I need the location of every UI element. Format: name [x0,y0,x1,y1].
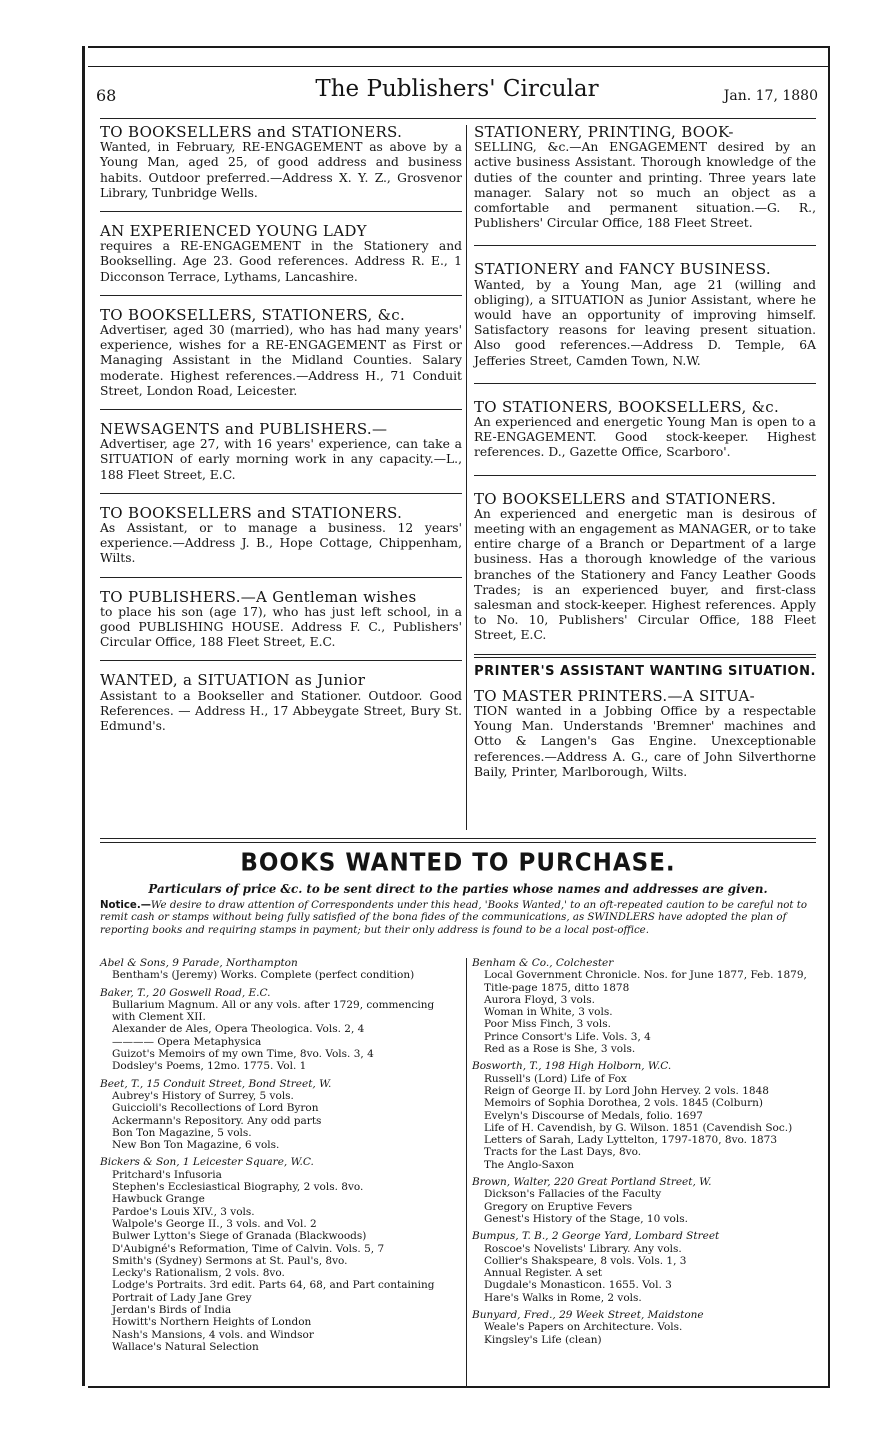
ad-separator [100,660,462,661]
ad-body: Wanted, by a Young Man, age 21 (willing and obliging), a SITUATION as Junior Assistant, where he would have an opportunity of improving himself. Satisfactory reasons for leaving present situation. Also good references.—Address D. Temple, 6A Jefferies Street, Camden Town, N.W. [474,277,816,368]
ad-separator [100,409,462,410]
dealer-name: Benham & Co., Colchester [472,957,614,969]
books-wanted-subtitle: Particulars of price &c. to be sent direct to the parties whose names and addresses are given. [148,882,768,896]
books-wanted-header [100,850,816,896]
section-rule-thin [100,842,816,843]
left-ads-column [100,125,462,734]
column-divider [466,125,467,830]
classified-ad [474,397,816,461]
ad-heading: NEWSAGENTS and PUBLISHERS.— [100,420,388,439]
notice-paragraph [100,900,816,937]
wanted-item: Walpole's George II., 3 vols. and Vol. 2 [112,1217,317,1230]
ad-body: TION wanted in a Jobbing Office by a respectable Young Man. Understands 'Bremner' machines and Otto & Langen's Gas Engine. Unexceptionable references.—Address A. G., care of John Silverthorne Baily, Printer, Marlborough, Wilts. [474,703,816,779]
wanted-item: Aubrey's History of Surrey, 5 vols. [112,1089,294,1102]
wanted-item: Bon Ton Magazine, 5 vols. [112,1126,252,1139]
books-wanted-title: BOOKS WANTED TO PURCHASE. [240,848,676,878]
classified-ad [100,503,462,567]
left-wanted-list [100,957,460,1358]
wanted-item: Wallace's Natural Selection [112,1340,259,1353]
section-banner: PRINTER'S ASSISTANT WANTING SITUATION. [474,663,816,679]
ad-separator [474,383,816,384]
classified-ad [474,489,816,644]
wanted-item: Local Government Chronicle. Nos. for June 1877, Feb. 1879, Title-page 1875, ditto 1878 [484,969,807,994]
wanted-item: Alexander de Ales, Opera Theologica. Vols. 2, 4 [112,1023,365,1036]
ad-body: An experienced and energetic Young Man is open to a RE-ENGAGEMENT. Good stock-keeper. Highest references. D., Gazette Office, Scarboro'. [474,415,816,460]
wanted-item: Gregory on Eruptive Fevers [484,1200,633,1213]
ad-separator [474,245,816,246]
dealer-name: Brown, Walter, 220 Great Portland Street, W. [472,1176,712,1189]
wanted-item: D'Aubigné's Reformation, Time of Calvin. Vols. 5, 7 [112,1242,385,1255]
classified-ad [100,224,462,285]
wanted-item: Smith's (Sydney) Sermons at St. Paul's, 8vo. [112,1254,348,1267]
top-border-rule-thin [88,66,830,67]
section-rule [100,838,816,839]
wanted-item: Jerdan's Birds of India [112,1304,232,1317]
wanted-item: Collier's Shakspeare, 8 vols. Vols. 1, 3 [484,1254,687,1267]
wanted-item: Genest's History of the Stage, 10 vols. [484,1212,688,1225]
classified-ad [100,422,462,483]
classified-ad [100,305,462,399]
ad-body: Wanted, in February, RE-ENGAGEMENT as above by a Young Man, aged 25, of good address and business habits. Outdoor preferred.—Address X. Y. Z., Grosvenor Library, Tunbridge Wells. [100,140,462,200]
wanted-item: Life of H. Cavendish, by G. Wilson. 1851 (Cavendish Soc.) [484,1121,793,1134]
dealer-group [472,957,816,1055]
dealer-group [100,1078,460,1152]
ad-separator [100,295,462,296]
right-border-rule [828,46,830,1386]
ad-heading: TO STATIONERS, BOOKSELLERS, &c. [474,397,780,416]
dealer-group [100,957,460,982]
wanted-item: Bentham's (Jeremy) Works. Complete (perfect condition) [112,969,415,982]
dealer-group [100,987,460,1073]
issue-date: Jan. 17, 1880 [723,88,818,104]
wanted-item: Evelyn's Discourse of Medals, folio. 1697 [484,1109,703,1122]
page-header [96,76,818,116]
dealer-name: Bosworth, T., 198 High Holborn, W.C. [472,1060,672,1073]
dealer-group [472,1230,816,1304]
wanted-item: Aurora Floyd, 3 vols. [484,993,595,1006]
wanted-item: The Anglo-Saxon [484,1158,575,1171]
top-border-rule [88,46,830,48]
wanted-item: Pritchard's Infusoria [112,1168,222,1181]
wanted-item: Hawbuck Grange [112,1193,205,1206]
page-title: The Publishers' Circular [315,76,599,102]
wanted-item: Memoirs of Sophia Dorothea, 2 vols. 1845 (Colburn) [484,1097,763,1110]
wanted-item: Dickson's Fallacies of the Faculty [484,1188,662,1201]
ad-heading: TO BOOKSELLERS and STATIONERS. [100,503,403,522]
wanted-item: Bullarium Magnum. All or any vols. after 1729, commencing with Clement XII. [112,998,435,1024]
dealer-group [100,1156,460,1353]
dealer-name: Bumpus, T. B., 2 George Yard, Lombard Street [472,1230,720,1243]
notice-text: We desire to draw attention of Correspondents under this head, 'Books Wanted,' to an oft-repeated caution to be careful not to remit cash or stamps without being fully satisfied of the bona fides of the communications, as SWINDLERS have adopted the plan of reporting books and requiring stamps in payment; but their only address is found to be a local post-office. [100,900,807,936]
wanted-item: New Bon Ton Magazine, 6 vols. [112,1139,280,1152]
classified-ad [474,125,816,231]
ad-body: Advertiser, age 27, with 16 years' experience, can take a SITUATION of early morning work in any capacity.—L., 188 Fleet Street, E.C. [100,437,462,482]
wanted-item: Weale's Papers on Architecture. Vols. [484,1321,683,1334]
ad-separator [474,475,816,476]
wanted-item: Tracts for the Last Days, 8vo. [484,1146,642,1159]
wanted-item: Stephen's Ecclesiastical Biography, 2 vols. 8vo. [112,1181,364,1194]
wanted-item: Howitt's Northern Heights of London [112,1316,312,1329]
wanted-item: ———— Opera Metaphysica [112,1035,262,1048]
wanted-item: Letters of Sarah, Lady Lyttelton, 1797-1870, 8vo. 1873 [484,1134,778,1147]
classified-ad [100,125,462,201]
right-wanted-list [472,957,816,1351]
ad-heading: TO PUBLISHERS.—A Gentleman wishes [100,587,417,606]
ad-separator [100,493,462,494]
wanted-item: Dugdale's Monasticon. 1655. Vol. 3 [484,1279,672,1292]
wanted-item: Guizot's Memoirs of my own Time, 8vo. Vols. 3, 4 [112,1048,374,1061]
page-number: 68 [96,86,117,105]
dealer-group [472,1060,816,1171]
ad-body: to place his son (age 17), who has just left school, in a good PUBLISHING HOUSE. Address F. C., Publishers' Circular Office, 188 Fleet Street, E.C. [100,604,462,650]
ad-heading: WANTED, a SITUATION as Junior [100,671,366,690]
wanted-item: Woman in White, 3 vols. [484,1006,613,1019]
classified-ad [474,262,816,368]
wanted-item: Lodge's Portraits. 3rd edit. Parts 64, 68, and Part containing Portrait of Lady Jane Grey [112,1279,435,1304]
ad-separator [474,654,816,655]
right-ads-column [474,125,816,780]
dealer-name: Beet, T., 15 Conduit Street, Bond Street, W. [100,1077,332,1090]
wanted-item: Bulwer Lytton's Siege of Granada (Blackwoods) [112,1230,367,1243]
dealer-name: Baker, T., 20 Goswell Road, E.C. [100,986,271,999]
ad-body: An experienced and energetic man is desirous of meeting with an engagement as MANAGER, or to take entire charge of a Branch or Department of a large business. Has a thorough knowledge of the various branches of the Stationery and Fancy Leather Goods Trades; is an experienced buyer, and first-class salesman and stock-keeper. Highest references. Apply to No. 10, Publishers' Circular Office, 188 Fleet Street, E.C. [474,506,816,643]
ad-separator [100,211,462,212]
wanted-item: Lecky's Rationalism, 2 vols. 8vo. [112,1267,285,1280]
ad-heading: TO MASTER PRINTERS.—A SITUA- [474,686,756,705]
ad-heading: TO BOOKSELLERS and STATIONERS. [474,489,777,508]
dealer-name: Bickers & Son, 1 Leicester Square, W.C. [100,1156,314,1169]
ad-heading: STATIONERY, PRINTING, BOOK- [474,123,734,141]
wanted-item: Nash's Mansions, 4 vols. and Windsor [112,1328,314,1341]
wanted-item: Poor Miss Finch, 3 vols. [484,1018,611,1031]
classified-ad [100,587,462,651]
wanted-item: Reign of George II. by Lord John Hervey. 2 vols. 1848 [484,1084,769,1097]
ad-heading: TO BOOKSELLERS, STATIONERS, &c. [100,305,406,324]
ad-heading: STATIONERY and FANCY BUSINESS. [474,260,771,279]
wanted-item: Dodsley's Poems, 12mo. 1775. Vol. 1 [112,1060,307,1073]
ad-body: Advertiser, aged 30 (married), who has had many years' experience, wishes for a RE-ENGAGEMENT as First or Managing Assistant in the Midland Counties. Salary moderate. Highest references.—Address H., 71 Conduit Street, London Road, Leicester. [100,323,462,398]
wanted-item: Red as a Rose is She, 3 vols. [484,1043,636,1056]
classified-ad [474,686,816,780]
wanted-item: Russell's (Lord) Life of Fox [484,1072,627,1085]
wanted-item: Pardoe's Louis XIV., 3 vols. [112,1205,255,1218]
list-column-divider [466,958,467,1388]
ad-body: Assistant to a Bookseller and Stationer. Outdoor. Good References. — Address H., 17 Abbeygate Street, Bury St. Edmund's. [100,688,462,734]
classified-ad [100,673,462,734]
dealer-group [472,1176,816,1225]
wanted-item: Prince Consort's Life. Vols. 3, 4 [484,1030,651,1043]
dealer-name: Abel & Sons, 9 Parade, Northampton [100,957,298,969]
ad-separator [100,577,462,578]
wanted-item: Roscoe's Novelists' Library. Any vols. [484,1242,682,1255]
wanted-item: Kingsley's Life (clean) [484,1333,602,1346]
dealer-group [472,1309,816,1346]
ad-heading: TO BOOKSELLERS and STATIONERS. [100,123,403,141]
wanted-item: Guiccioli's Recollections of Lord Byron [112,1102,319,1115]
dealer-name: Bunyard, Fred., 29 Week Street, Maidstone [472,1309,704,1322]
wanted-item: Hare's Walks in Rome, 2 vols. [484,1291,642,1304]
bottom-border-rule [88,1386,830,1388]
wanted-item: Annual Register. A set [484,1267,603,1280]
wanted-item: Ackermann's Repository. Any odd parts [112,1114,322,1127]
ad-heading: AN EXPERIENCED YOUNG LADY [100,222,367,241]
ad-body: As Assistant, or to manage a business. 12 years' experience.—Address J. B., Hope Cottage, Chippenham, Wilts. [100,521,462,566]
header-rule [100,118,816,119]
ad-separator [474,657,816,658]
ad-body: requires a RE-ENGAGEMENT in the Stationery and Bookselling. Age 23. Good references. Address R. E., 1 Dicconson Terrace, Lythams, Lancashire. [100,239,462,284]
notice-label: Notice.— [100,900,151,911]
left-border-rule [82,46,85,1386]
ad-body: SELLING, &c.—An ENGAGEMENT desired by an active business Assistant. Thorough knowledge of the duties of the counter and printing. Three years late manager. Salary not so much an object as a comfortable and permanent situation.—G. R., Publishers' Circular Office, 188 Fleet Street. [474,140,816,231]
